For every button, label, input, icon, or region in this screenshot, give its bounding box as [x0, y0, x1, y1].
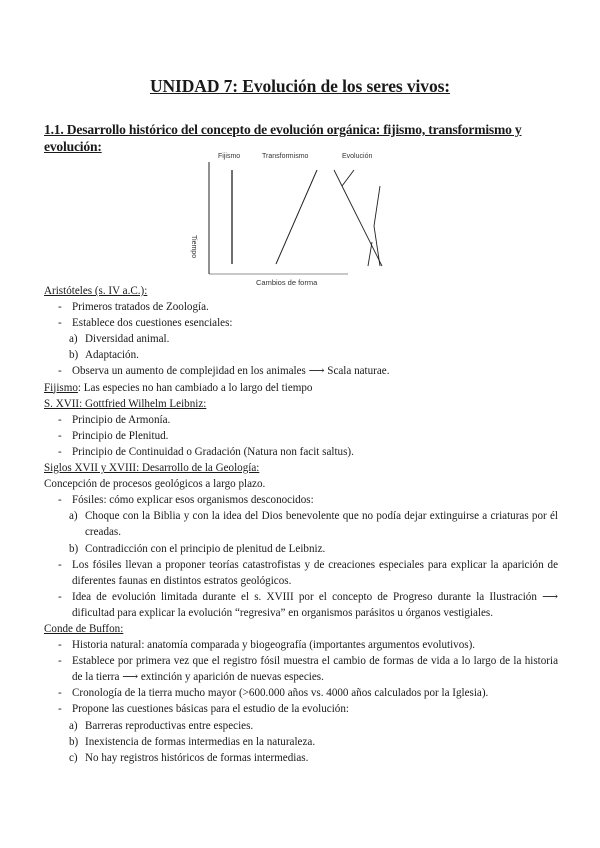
list-item: - Observa un aumento de complejidad en los animales ⟶ Scala naturae.: [44, 363, 558, 379]
leibniz-heading: S. XVII: Gottfried Wilhelm Leibniz:: [44, 397, 207, 410]
bullet-dash: -: [58, 429, 62, 442]
diagram-transformismo-line: [276, 170, 317, 264]
bullet-dash: -: [58, 365, 62, 378]
diagram-evolution-tree: [334, 170, 382, 266]
list-item: - Principio de Armonía.: [44, 412, 558, 428]
bullet-dash: -: [58, 590, 62, 603]
numbered-item: b) Contradicción con el principio de plenitud de Leibniz.: [69, 542, 326, 555]
bullet-dash: -: [58, 639, 62, 652]
document-body: [44, 283, 558, 766]
bullet-dash: -: [58, 687, 62, 700]
diagram-label-transformismo: Transformismo: [262, 153, 309, 160]
bullet-dash: -: [58, 655, 62, 668]
list-item: - Los fósiles llevan a proponer teorías catastrofistas y de creaciones especiales para explicar la aparición de diferentes faunas en distintos estratos geológicos.: [58, 558, 558, 587]
numbered-item: c) No hay registros históricos de formas intermedias.: [69, 751, 309, 764]
section-heading: 1.1. Desarrollo histórico del concepto de evolución orgánica: fijismo, transformismo y evolución:: [44, 122, 522, 154]
list-item: - Historia natural: anatomía comparada y biogeografía (importantes argumentos evolutivos).: [44, 637, 558, 653]
diagram-axis-y-label: Tiempo: [190, 235, 197, 259]
numbered-item: a) Choque con la Biblia y con la idea del Dios benevolente que no podía dejar extinguirse a criaturas por él creadas.: [69, 510, 558, 539]
list-item: - Principio de Plenitud.: [44, 428, 558, 444]
numbered-item: a) Barreras reproductivas entre especies.: [69, 719, 254, 732]
bullet-dash: -: [58, 317, 62, 330]
bullet-dash: -: [58, 494, 62, 507]
numbered-item: b) Inexistencia de formas intermedias en la naturaleza.: [69, 735, 316, 748]
aristoteles-heading: Aristóteles (s. IV a.C.):: [44, 285, 148, 297]
numbered-item: a) Diversidad animal.: [69, 333, 170, 346]
geologia-intro: Concepción de procesos geológicos a largo plazo.: [44, 478, 266, 491]
list-item: - Establece dos cuestiones esenciales:: [44, 315, 558, 331]
fijismo-definition: Fijismo: Las especies no han cambiado a lo largo del tiempo: [44, 381, 313, 394]
bullet-dash: -: [58, 703, 62, 716]
bullet-dash: -: [58, 445, 62, 458]
geologia-heading: Siglos XVII y XVIII: Desarrollo de la Geología:: [44, 462, 260, 475]
bullet-dash: -: [58, 558, 62, 571]
diagram-label-evolucion: Evolución: [342, 153, 373, 160]
list-item: - Fósiles: cómo explicar esos organismos desconocidos:: [44, 492, 558, 508]
list-item: - Establece por primera vez que el registro fósil muestra el cambio de formas de vida a lo largo de la historia de la tierra ⟶ extinción y aparición de nuevas especies.: [58, 655, 558, 684]
numbered-item: b) Adaptación.: [69, 349, 139, 362]
list-item: - Idea de evolución limitada durante el s. XVIII por el concepto de Progreso durante la Ilustración ⟶ dificultad para explicar la evolución “regresiva” en organismos parásitos u órganos vestigiales.: [58, 590, 558, 619]
evolution-diagram: [180, 150, 373, 290]
list-item: - Principio de Continuidad o Gradación (Natura non facit saltus).: [44, 444, 558, 460]
diagram-label-fijismo: Fijismo: [218, 153, 241, 160]
list-item: - Propone las cuestiones básicas para el estudio de la evolución:: [44, 701, 558, 717]
buffon-heading: Conde de Buffon:: [44, 622, 124, 635]
list-item: - Cronología de la tierra mucho mayor (>600.000 años vs. 4000 años calculados por la Iglesia).: [44, 685, 558, 701]
bullet-dash: -: [58, 413, 62, 426]
list-item: - Primeros tratados de Zoología.: [44, 299, 558, 315]
bullet-dash: -: [58, 301, 62, 314]
unit-title: UNIDAD 7: Evolución de los seres vivos:: [149, 76, 451, 96]
diagram-axis-x-label: Cambios de forma: [256, 278, 318, 287]
